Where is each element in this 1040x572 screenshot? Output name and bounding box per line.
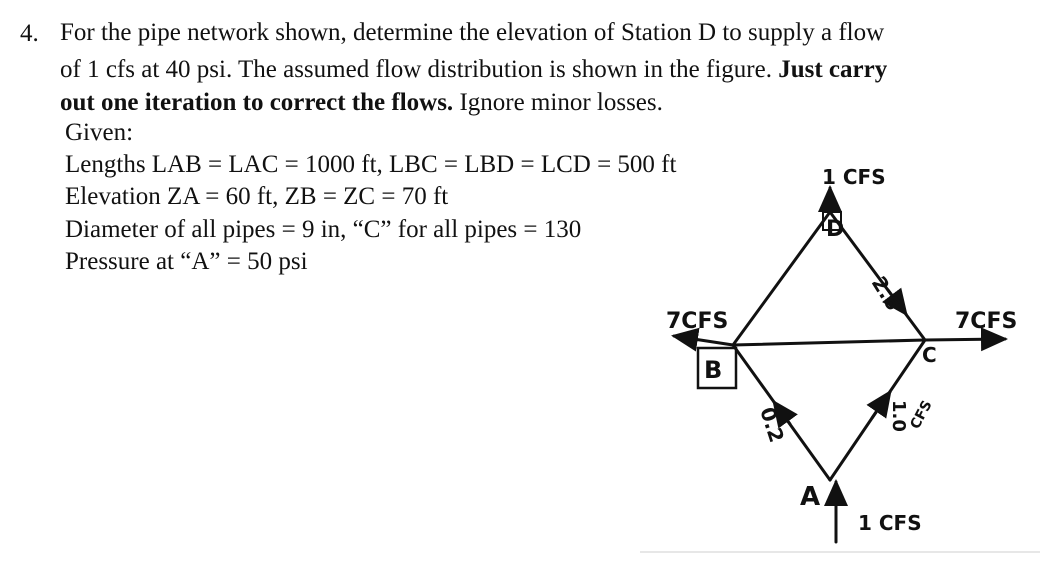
- problem-line-2b: Just carry: [778, 56, 888, 83]
- arrow-C-out: [925, 339, 1005, 340]
- label-flow-CD: 2.6: [866, 271, 906, 315]
- problem-line-1: For the pipe network shown, determine the elevation of Station D to supply a flow: [60, 19, 885, 46]
- label-flow-AB: 0.2: [755, 404, 790, 446]
- arrow-B-out: [674, 336, 733, 345]
- given-diameter: Diameter of all pipes = 9 in, “C” for all pipes = 130: [65, 216, 582, 243]
- problem-line-2a: of 1 cfs at 40 psi. The assumed flow distribution is shown in the figure.: [60, 56, 772, 83]
- label-flow-B-out: 7CFS: [666, 309, 729, 334]
- node-B-label: B: [704, 356, 723, 384]
- label-flow-AC: 1.0: [888, 400, 909, 432]
- problem-line-3b: Ignore minor losses.: [459, 89, 663, 116]
- given-elevation: Elevation ZA = 60 ft, ZB = ZC = 70 ft: [65, 183, 449, 210]
- node-D-label: D: [826, 217, 845, 242]
- given-lengths: Lengths LAB = LAC = 1000 ft, LBC = LBD = LCD = 500 ft: [65, 151, 677, 178]
- pipe-BD: [733, 212, 830, 345]
- label-flow-A-in: 1 CFS: [858, 511, 922, 535]
- node-A-label: A: [800, 482, 821, 512]
- pipe-BC: [733, 340, 925, 345]
- label-flow-C-out: 7CFS: [955, 309, 1018, 334]
- arrow-AC: [872, 392, 890, 418]
- node-C-label: C: [922, 343, 937, 367]
- label-flow-D-out: 1 CFS: [822, 165, 886, 189]
- label-flow-AC-unit: CFS: [907, 397, 936, 432]
- given-pressure: Pressure at “A” = 50 psi: [65, 248, 308, 275]
- problem-line-3a: out one iteration to correct the flows.: [60, 89, 454, 116]
- given-heading: Given:: [65, 119, 134, 146]
- problem-number: 4.: [20, 20, 39, 47]
